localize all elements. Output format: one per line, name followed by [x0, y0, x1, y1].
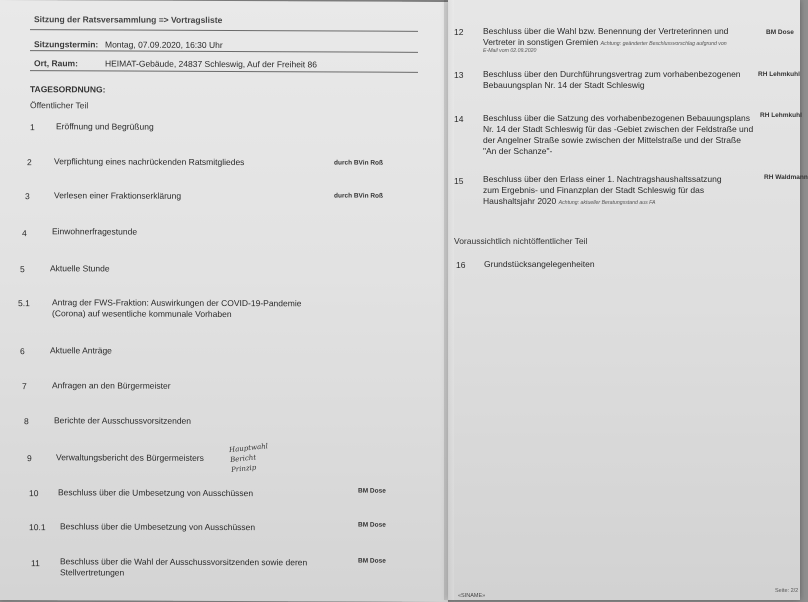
item-text: Berichte der Ausschussvorsitzenden: [54, 415, 192, 426]
item-number: 8: [24, 416, 29, 427]
item-text: Antrag der FWS-Fraktion: Auswirkungen der COVID-19-Pandemie: [52, 297, 302, 309]
item-text-line2: zum Ergebnis- und Finanzplan der Stadt Schleswig für das: [483, 185, 705, 195]
item-number: 11: [31, 558, 40, 569]
item-responsible: RH Lehmkuhl: [760, 112, 802, 119]
item-responsible: RH Lehmkuhl: [758, 71, 800, 78]
item-text-line2: Vertreter in sonstigen Gremien Achtung: geänderter Beschlussvorschlag aufgrund von: [483, 37, 727, 47]
item-text: Beschluss über die Wahl bzw. Benennung der Vertreterinnen und: [483, 26, 729, 36]
item-note: E-Mail vom 02.09.2020: [483, 48, 537, 54]
item-responsible: RH Waldmann: [764, 174, 808, 181]
item-number: 16: [456, 260, 466, 270]
tagesordnung-label: TAGESORDNUNG:: [30, 84, 106, 95]
item-responsible: durch BVin Roß: [334, 159, 383, 167]
termin-label: Sitzungstermin:: [34, 39, 99, 50]
item-responsible: BM Dose: [358, 557, 386, 565]
item-text: Beschluss über den Erlass einer 1. Nachtragshaushaltssatzung: [483, 174, 722, 184]
item-text: Grundstücksangelegenheiten: [484, 259, 595, 269]
divider: [30, 70, 418, 73]
ort-label: Ort, Raum:: [34, 58, 78, 69]
item-text: Verwaltungsbericht des Bürgermeisters: [56, 452, 204, 463]
item-text: Aktuelle Anträge: [50, 345, 112, 356]
item-number: 5: [20, 264, 25, 275]
page-fold: [444, 0, 454, 600]
item-number: 13: [454, 70, 464, 80]
document-title: Sitzung der Ratsversammlung => Vortragsliste: [34, 14, 223, 25]
item-text: Anfragen an den Bürgermeister: [52, 380, 171, 391]
page-right: [448, 0, 808, 600]
item-responsible: BM Dose: [766, 29, 794, 36]
item-responsible: durch BVin Roß: [334, 192, 383, 200]
item-number: 5.1: [18, 298, 30, 309]
item-number: 4: [22, 228, 27, 239]
item-text: Aktuelle Stunde: [50, 263, 110, 274]
item-number: 6: [20, 346, 25, 357]
item-text: Beschluss über die Satzung des vorhabenbezogenen Bebauungsplans: [483, 113, 751, 123]
item-text-line2: Bebauungsplan Nr. 14 der Stadt Schleswig: [483, 80, 645, 90]
termin-value: Montag, 07.09.2020, 16:30 Uhr: [105, 39, 223, 50]
item-text: Verpflichtung eines nachrückenden Ratsmitgliedes: [54, 156, 245, 168]
item-number: 2: [27, 157, 32, 168]
item-text: Beschluss über die Umbesetzung von Ausschüssen: [60, 521, 256, 533]
footer-placeholder: «SINAME»: [458, 593, 486, 599]
item-text: Verlesen einer Fraktionserklärung: [54, 190, 182, 201]
divider: [30, 29, 418, 32]
item-number: 10.1: [29, 522, 46, 533]
page-number: Seite: 2/2: [775, 588, 799, 594]
handwritten-note: Hauptwahl Bericht Prinzip: [228, 442, 269, 474]
item-text: Beschluss über die Umbesetzung von Ausschüssen: [58, 487, 254, 499]
item-number: 7: [22, 381, 27, 392]
item-text-line2: Stellvertretungen: [60, 567, 125, 578]
item-number: 12: [454, 27, 464, 37]
item-number: 1: [30, 122, 35, 133]
item-text: Eröffnung und Begrüßung: [56, 121, 154, 132]
item-responsible: BM Dose: [358, 521, 386, 529]
item-responsible: BM Dose: [358, 487, 386, 495]
item-text-line2: (Corona) auf wesentliche kommunale Vorhaben: [52, 308, 232, 320]
item-number: 3: [25, 191, 30, 202]
public-section-label: Öffentlicher Teil: [30, 100, 89, 111]
item-text-line3: der Angelner Straße sowie zwischen der Mittelstraße und der Straße: [483, 135, 741, 145]
item-text: Beschluss über den Durchführungsvertrag zum vorhabenbezogenen: [483, 69, 741, 79]
item-number: 9: [27, 453, 32, 464]
ort-value: HEIMAT-Gebäude, 24837 Schleswig, Auf der Freiheit 86: [105, 58, 317, 70]
item-text: Einwohnerfragestunde: [52, 226, 138, 237]
item-number: 10: [29, 488, 39, 499]
item-text-line2: Nr. 14 der Stadt Schleswig für das -Gebiet zwischen der Feldstraße und: [483, 124, 754, 134]
divider: [30, 50, 418, 53]
item-number: 15: [454, 176, 464, 186]
item-text-line4: "An der Schanze"-: [483, 146, 553, 156]
nonpublic-section-label: Voraussichtlich nichtöffentlicher Teil: [454, 236, 588, 246]
item-text: Beschluss über die Wahl der Ausschussvorsitzenden sowie deren: [60, 556, 308, 568]
item-text-line3: Haushaltsjahr 2020 Achtung: aktueller Beratungsstand aus FA: [483, 196, 656, 206]
item-number: 14: [454, 114, 464, 124]
